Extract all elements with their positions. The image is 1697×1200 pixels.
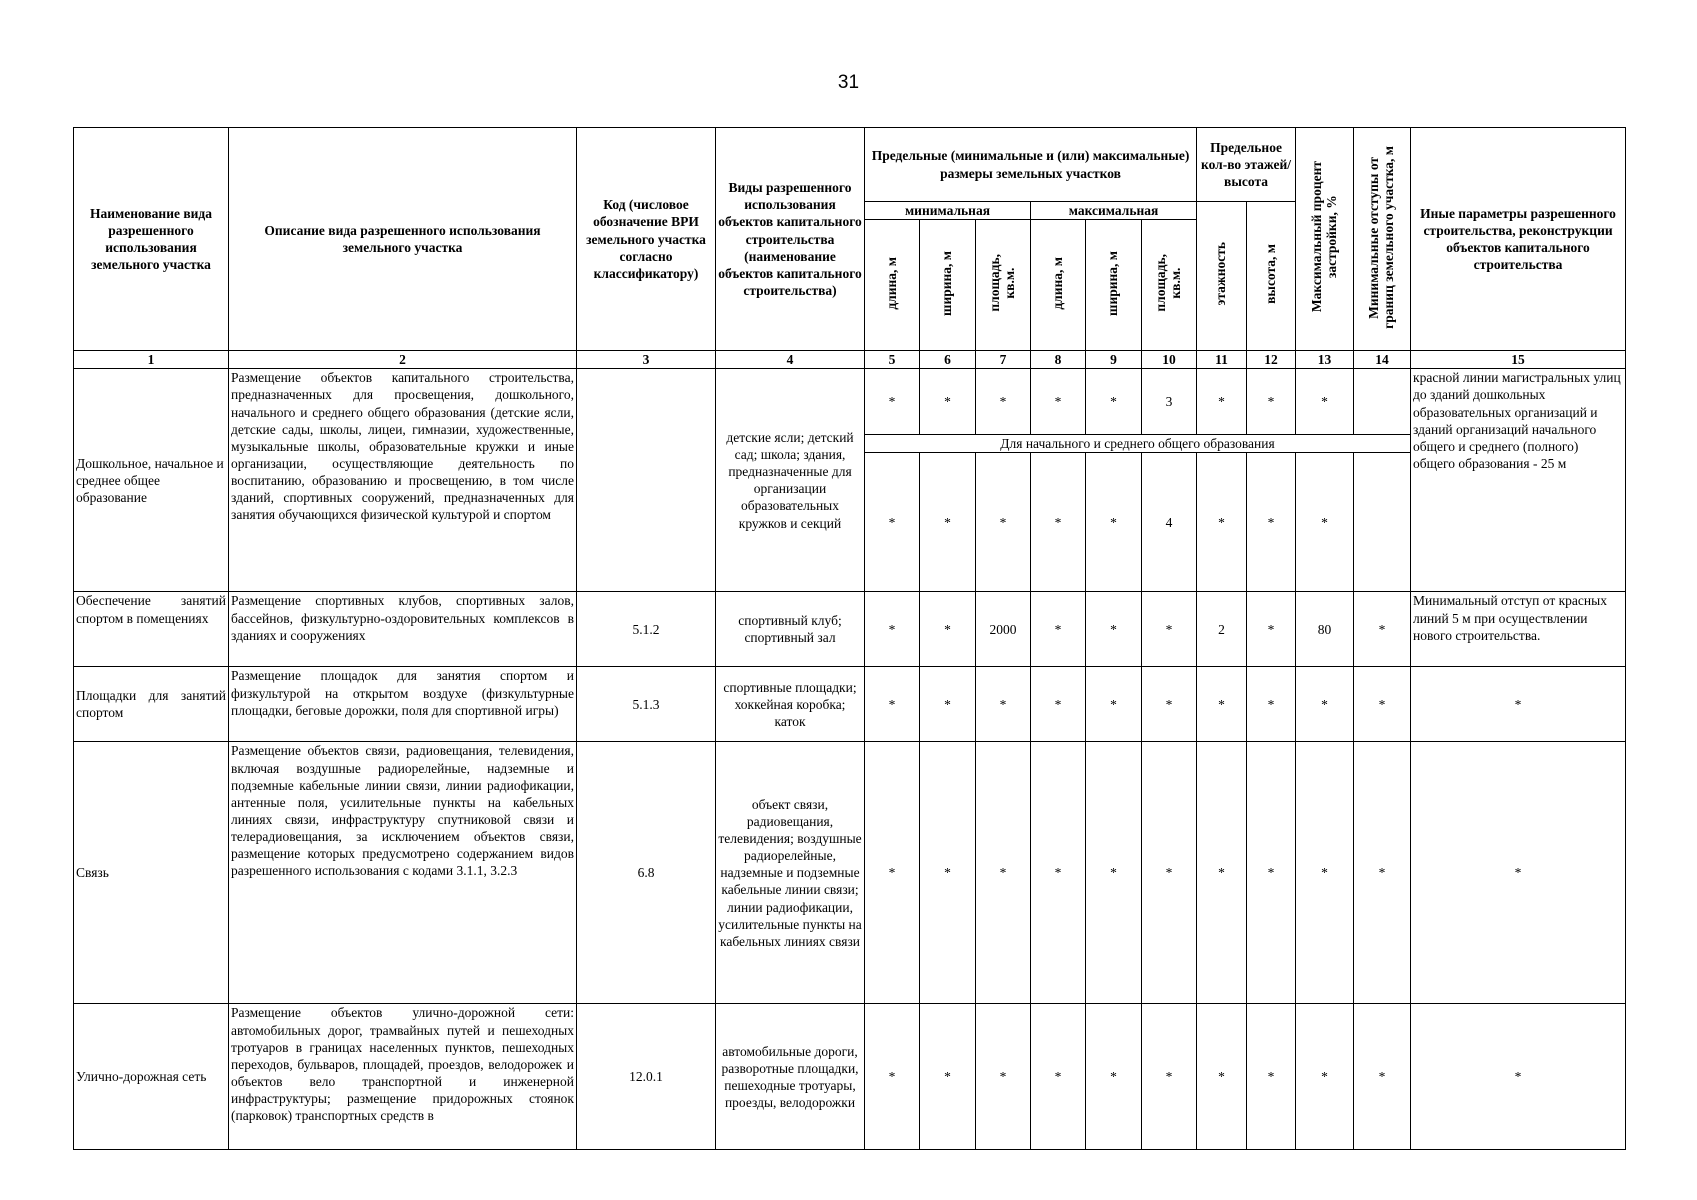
col-number: 14 (1354, 351, 1411, 369)
header-floors-group: Предельное кол-во этажей/ высота (1197, 128, 1296, 202)
col-number: 6 (920, 351, 976, 369)
value-cell: 2000 (976, 592, 1031, 667)
value-cell: * (976, 369, 1031, 435)
row-objects: спортивные площадки; хоккейная коробка; каток (716, 667, 865, 742)
column-numbers-row (74, 351, 1626, 369)
header-max-percent: Максимальный процент застройки, % (1296, 128, 1354, 351)
value-cell: * (1247, 592, 1296, 667)
table-row (74, 1004, 1626, 1150)
row-objects: объект связи, радиовещания, телевидения; воздушные радиорелейные, надземные и подземные кабельные линии связи; линии радиофикации, усилительные пункты на кабельных линиях связи (716, 742, 865, 1004)
value-cell: * (920, 742, 976, 1004)
value-cell (1354, 453, 1411, 592)
value-cell: * (1086, 369, 1142, 435)
row-code: 5.1.2 (577, 592, 716, 667)
col-number: 9 (1086, 351, 1142, 369)
value-cell: * (920, 667, 976, 742)
value-cell: * (1031, 667, 1086, 742)
row-description: Размещение объектов капитального строительства, предназначенных для просвещения, дошкольного, начального и среднего общего образования (детские ясли, детские сады, школы, лицеи, гимназии, художественные, музыкальные школы, образовательные кружки и иные организации, осуществляющие деятельность по воспитанию, образованию и просвещению, в том числе зданий, спортивных сооружений, предназначенных для занятия обучающихся физической культурой и спортом (229, 369, 577, 592)
value-cell: * (1354, 1004, 1411, 1150)
value-cell: * (1086, 453, 1142, 592)
value-cell: * (1247, 667, 1296, 742)
value-cell: * (1086, 667, 1142, 742)
header-min-area: площадь, кв.м. (976, 220, 1031, 351)
value-cell: * (1247, 742, 1296, 1004)
row-code: 6.8 (577, 742, 716, 1004)
header-other-params: Иные параметры разрешенного строительства, реконструкции объектов капитального строительства (1411, 128, 1626, 351)
table-row (74, 742, 1626, 1004)
value-cell: * (1296, 667, 1354, 742)
value-cell: * (1296, 1004, 1354, 1150)
value-cell: * (976, 453, 1031, 592)
row-code (577, 369, 716, 592)
value-cell: * (1247, 1004, 1296, 1150)
value-cell: * (1296, 369, 1354, 435)
value-cell: 2 (1197, 592, 1247, 667)
value-cell: * (865, 592, 920, 667)
value-cell: * (865, 453, 920, 592)
row-objects: детские ясли; детский сад; школа; здания, предназначенные для организации образовательных кружков и секций (716, 369, 865, 592)
row-other-params: красной линии магистральных улиц до зданий дошкольных образовательных организаций и зданий организаций начального общего и среднего (полного) общего образования - 25 м (1411, 369, 1626, 592)
header-min-offset: Минимальные отступы от границ земельного участка, м (1354, 128, 1411, 351)
value-cell: * (1354, 592, 1411, 667)
row-name: Связь (74, 742, 229, 1004)
col-number: 5 (865, 351, 920, 369)
value-cell: * (920, 453, 976, 592)
header-minimal: минимальная (865, 202, 1031, 220)
table-row (74, 592, 1626, 667)
col-number: 3 (577, 351, 716, 369)
header-description: Описание вида разрешенного использования земельного участка (229, 128, 577, 351)
header-maximal: максимальная (1031, 202, 1197, 220)
zoning-regulations-table (73, 127, 1626, 1150)
row-description: Размещение объектов связи, радиовещания, телевидения, включая воздушные радиорелейные, надземные и подземные кабельные линии связи, линии радиофикации, антенные поля, усилительные пункты на кабельных линиях связи, инфраструктуру спутниковой связи и телерадиовещания, за исключением объектов связи, размещение которых предусмотрено содержанием видов разрешенного использования с кодами 3.1.1, 3.2.3 (229, 742, 577, 1004)
value-cell: * (1142, 667, 1197, 742)
value-cell: * (1142, 742, 1197, 1004)
row-code: 5.1.3 (577, 667, 716, 742)
value-cell: * (1354, 742, 1411, 1004)
value-cell: * (865, 742, 920, 1004)
value-cell: * (920, 1004, 976, 1150)
row-other-params: * (1411, 1004, 1626, 1150)
col-number: 15 (1411, 351, 1626, 369)
row-other-params: Минимальный отступ от красных линий 5 м при осуществлении нового строительства. (1411, 592, 1626, 667)
value-cell: * (1031, 592, 1086, 667)
value-cell: * (865, 667, 920, 742)
col-number: 1 (74, 351, 229, 369)
row-description: Размещение объектов улично-дорожной сети: автомобильных дорог, трамвайных путей и пешеходных тротуаров в границах населенных пунктов, пешеходных переходов, бульваров, площадей, проездов, велодорожек и объектов вело транспортной и инженерной инфраструктуры; размещение придорожных стоянок (парковок) транспортных средств в (229, 1004, 577, 1150)
value-cell: * (1197, 742, 1247, 1004)
row-description: Размещение площадок для занятия спортом и физкультурой на открытом воздухе (физкультурные площадки, беговые дорожки, поля для спортивной игры) (229, 667, 577, 742)
row-other-params: * (1411, 742, 1626, 1004)
header-objects: Виды разрешенного использования объектов капитального строительства (наименование объектов капитального строительства) (716, 128, 865, 351)
value-cell: * (976, 667, 1031, 742)
value-cell: 3 (1142, 369, 1197, 435)
col-number: 7 (976, 351, 1031, 369)
value-cell: * (1142, 1004, 1197, 1150)
value-cell: * (1247, 369, 1296, 435)
row-name: Площадки для занятий спортом (74, 667, 229, 742)
header-max-width: ширина, м (1086, 220, 1142, 351)
value-cell: * (1031, 369, 1086, 435)
value-cell: * (976, 742, 1031, 1004)
value-cell: * (976, 1004, 1031, 1150)
row-code: 12.0.1 (577, 1004, 716, 1150)
header-min-length: длина, м (865, 220, 920, 351)
header-floors: этажность (1197, 202, 1247, 351)
value-cell: * (1197, 453, 1247, 592)
row-name: Улично-дорожная сеть (74, 1004, 229, 1150)
value-cell: * (1142, 592, 1197, 667)
value-cell (1354, 369, 1411, 435)
value-cell: * (865, 1004, 920, 1150)
row-objects: спортивный клуб; спортивный зал (716, 592, 865, 667)
header-name: Наименование вида разрешенного использования земельного участка (74, 128, 229, 351)
col-number: 12 (1247, 351, 1296, 369)
row-name: Дошкольное, начальное и среднее общее образование (74, 369, 229, 592)
col-number: 11 (1197, 351, 1247, 369)
row-objects: автомобильные дороги, разворотные площадки, пешеходные тротуары, проезды, велодорожки (716, 1004, 865, 1150)
value-cell: * (1031, 453, 1086, 592)
table-row (74, 369, 1626, 435)
table-row (74, 667, 1626, 742)
value-cell: 4 (1142, 453, 1197, 592)
value-cell: * (1031, 742, 1086, 1004)
value-cell: * (1031, 1004, 1086, 1150)
col-number: 10 (1142, 351, 1197, 369)
page-number: 31 (837, 72, 860, 93)
header-max-length: длина, м (1031, 220, 1086, 351)
row-other-params: * (1411, 667, 1626, 742)
header-code: Код (числовое обозначение ВРИ земельного участка согласно классификатору) (577, 128, 716, 351)
row-description: Размещение спортивных клубов, спортивных залов, бассейнов, физкультурно-оздоровительных комплексов в зданиях и сооружениях (229, 592, 577, 667)
value-cell: * (1296, 742, 1354, 1004)
value-cell: * (1086, 1004, 1142, 1150)
value-cell: * (1197, 369, 1247, 435)
col-number: 4 (716, 351, 865, 369)
subsection-label: Для начального и среднего общего образования (865, 435, 1411, 453)
value-cell: * (1197, 667, 1247, 742)
value-cell: 80 (1296, 592, 1354, 667)
value-cell: * (1354, 667, 1411, 742)
header-max-area: площадь, кв.м. (1142, 220, 1197, 351)
value-cell: * (1086, 592, 1142, 667)
col-number: 13 (1296, 351, 1354, 369)
header-min-width: ширина, м (920, 220, 976, 351)
value-cell: * (865, 369, 920, 435)
value-cell: * (1247, 453, 1296, 592)
value-cell: * (920, 592, 976, 667)
value-cell: * (1086, 742, 1142, 1004)
col-number: 8 (1031, 351, 1086, 369)
row-name: Обеспечение занятий спортом в помещениях (74, 592, 229, 667)
header-size-group: Предельные (минимальные и (или) максимальные) размеры земельных участков (865, 128, 1197, 202)
value-cell: * (920, 369, 976, 435)
col-number: 2 (229, 351, 577, 369)
value-cell: * (1197, 1004, 1247, 1150)
value-cell: * (1296, 453, 1354, 592)
header-height: высота, м (1247, 202, 1296, 351)
